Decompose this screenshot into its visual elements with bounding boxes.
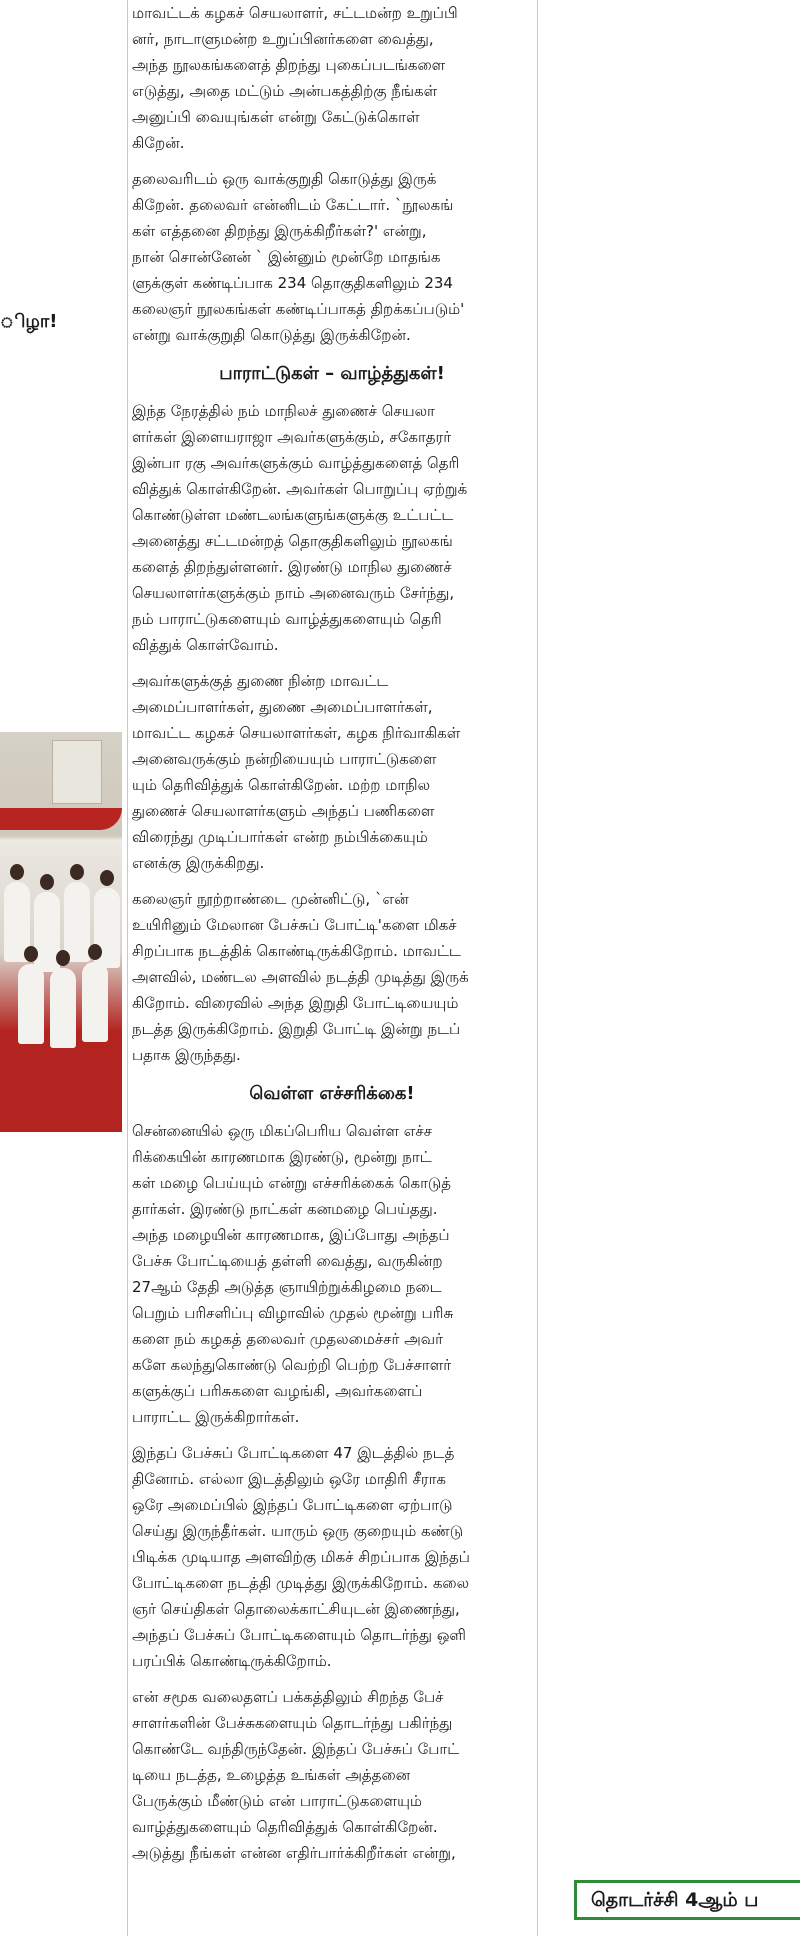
person-figure (50, 968, 76, 1048)
article-paragraph: சென்னையில் ஒரு மிகப்பெரிய வெள்ள எச்ச ரிக்கையின் காரணமாக இரண்டு, மூன்று நாட் கள் மழை பெய்யும் என்று எச்சரிக்கைக் கொடுத் தார்கள். இரண்டு நாட்கள் கனமழை பெய்தது. அந்த மழையின் காரணமாக, இப்போது அந்தப் பேச்சு போட்டியைத் தள்ளி வைத்து, வருகின்ற 27ஆம் தேதி அடுத்த ஞாயிற்றுக்கிழமை நடை பெறும் பரிசளிப்பு விழாவில் முதல் மூன்று பரிசு களை நம் கழகத் தலைவர் முதலமைச்சர் அவர் களே கலந்துகொண்டு வெற்றி பெற்ற பேச்சாளர் களுக்குப் பரிசுகளை வழங்கி, அவர்களைப் பாராட்ட இருக்கிறார்கள். (132, 1122, 454, 1426)
person-head (70, 864, 84, 880)
person-head (10, 864, 24, 880)
column-divider (537, 0, 538, 1936)
article-paragraph: மாவட்டக் கழகச் செயலாளர், சட்டமன்ற உறுப்பி னர், நாடாளுமன்ற உறுப்பினர்களை வைத்து, அந்த நூலகங்களைத் திறந்து புகைப்படங்களை எடுத்து, அதை மட்டும் அன்பகத்திற்கு நீங்கள் அனுப்பி வையுங்கள் என்று கேட்டுக்கொள் கிறேன். (132, 4, 458, 152)
column-divider (127, 0, 128, 1936)
continued-on-page-label: தொடர்ச்சி 4ஆம் ப (574, 1880, 800, 1920)
article-paragraph: இந்த நேரத்தில் நம் மாநிலச் துணைச் செயலா ளர்கள் இளையராஜா அவர்களுக்கும், சகோதரர் இன்பா ரகு அவர்களுக்கும் வாழ்த்துகளைத் தெரி வித்துக் கொள்கிறேன். அவர்கள் பொறுப்பு ஏற்றுக் கொண்டுள்ள மண்டலங்களுங்களுக்கு உட்பட்ட அனைத்து சட்டமன்றத் தொகுதிகளிலும் நூலகங் களைத் திறந்துள்ளனர். இரண்டு மாநில துணைச் செயலாளர்களுக்கும் நாம் அனைவரும் சேர்ந்து, நம் பாராட்டுகளையும் வாழ்த்துகளையும் தெரி வித்துக் கொள்வோம். (132, 402, 468, 654)
article-paragraph: கலைஞர் நூற்றாண்டை முன்னிட்டு, `என் உயிரினும் மேலான பேச்சுப் போட்டி'களை மிகச் சிறப்பாக நடத்திக் கொண்டிருக்கிறோம். மாவட்ட அளவில், மண்டல அளவில் நடத்தி முடித்து இருக் கிறோம். விரைவில் அந்த இறுதி போட்டியையும் நடத்த இருக்கிறோம். இறுதி போட்டி இன்று நடப் பதாக இருந்தது. (132, 890, 469, 1064)
person-figure (64, 882, 90, 962)
person-figure (18, 964, 44, 1044)
article-paragraph: அவர்களுக்குத் துணை நின்ற மாவட்ட அமைப்பாளர்கள், துணை அமைப்பாளர்கள், மாவட்ட கழகச் செயலாளர்கள், கழக நிர்வாகிகள் அனைவருக்கும் நன்றியையும் பாராட்டுகளை யும் தெரிவித்துக் கொள்கிறேன். மற்ற மாநில துணைச் செயலாளர்களும் அந்தப் பணிகளை விரைந்து முடிப்பார்கள் என்ற நம்பிக்கையும் எனக்கு இருக்கிறது. (132, 672, 461, 872)
red-banner (0, 808, 122, 830)
right-column (542, 0, 800, 1870)
section-heading: வெள்ள எச்சரிக்கை! (249, 1083, 415, 1104)
article-paragraph: என் சமூக வலைதளப் பக்கத்திலும் சிறந்த பேச் சாளர்களின் பேச்சுகளையும் தொடர்ந்து பகிர்ந்து கொண்டே வந்திருந்தேன். இந்தப் பேச்சுப் போட் டியை நடத்த, உழைத்த உங்கள் அத்தனை பேருக்கும் மீண்டும் என் பாராட்டுகளையும் வாழ்த்துகளையும் தெரிவித்துக் கொள்கிறேன். அடுத்து நீங்கள் என்ன எதிர்பார்க்கிறீர்கள் என்று, (132, 1688, 460, 1862)
left-column-heading: ிழா! (0, 311, 58, 332)
person-head (56, 950, 70, 966)
person-head (24, 946, 38, 962)
event-photo (0, 732, 122, 1132)
middle-column (132, 0, 532, 1936)
article-paragraph: தலைவரிடம் ஒரு வாக்குறுதி கொடுத்து இருக் கிறேன். தலைவர் என்னிடம் கேட்டார். `நூலகங் கள் எத்தனை திறந்து இருக்கிறீர்கள்?' என்று, நான் சொன்னேன் ` இன்னும் மூன்றே மாதங்க ளுக்குள் கண்டிப்பாக 234 தொகுதிகளிலும் 234 கலைஞர் நூலகங்கள் கண்டிப்பாகத் திறக்கப்படும்' என்று வாக்குறுதி கொடுத்து இருக்கிறேன். (132, 170, 465, 344)
person-head (40, 874, 54, 890)
portrait-poster (52, 740, 102, 804)
section-heading: பாராட்டுகள் – வாழ்த்துகள்! (219, 363, 445, 384)
person-head (100, 870, 114, 886)
person-figure (82, 962, 108, 1042)
article-paragraph: இந்தப் பேச்சுப் போட்டிகளை 47 இடத்தில் நடத் தினோம். எல்லா இடத்திலும் ஒரே மாதிரி சீராக ஒரே அமைப்பில் இந்தப் போட்டிகளை ஏற்பாடு செய்து இருந்தீர்கள். யாரும் ஒரு குறையும் கண்டு பிடிக்க முடியாத அளவிற்கு மிகச் சிறப்பாக இந்தப் போட்டிகளை நடத்தி முடித்து இருக்கிறோம். கலை ஞர் செய்திகள் தொலைக்காட்சியுடன் இணைந்து, அந்தப் பேச்சுப் போட்டிகளையும் தொடர்ந்து ஒளி பரப்பிக் கொண்டிருக்கிறோம். (132, 1444, 470, 1670)
person-head (88, 944, 102, 960)
